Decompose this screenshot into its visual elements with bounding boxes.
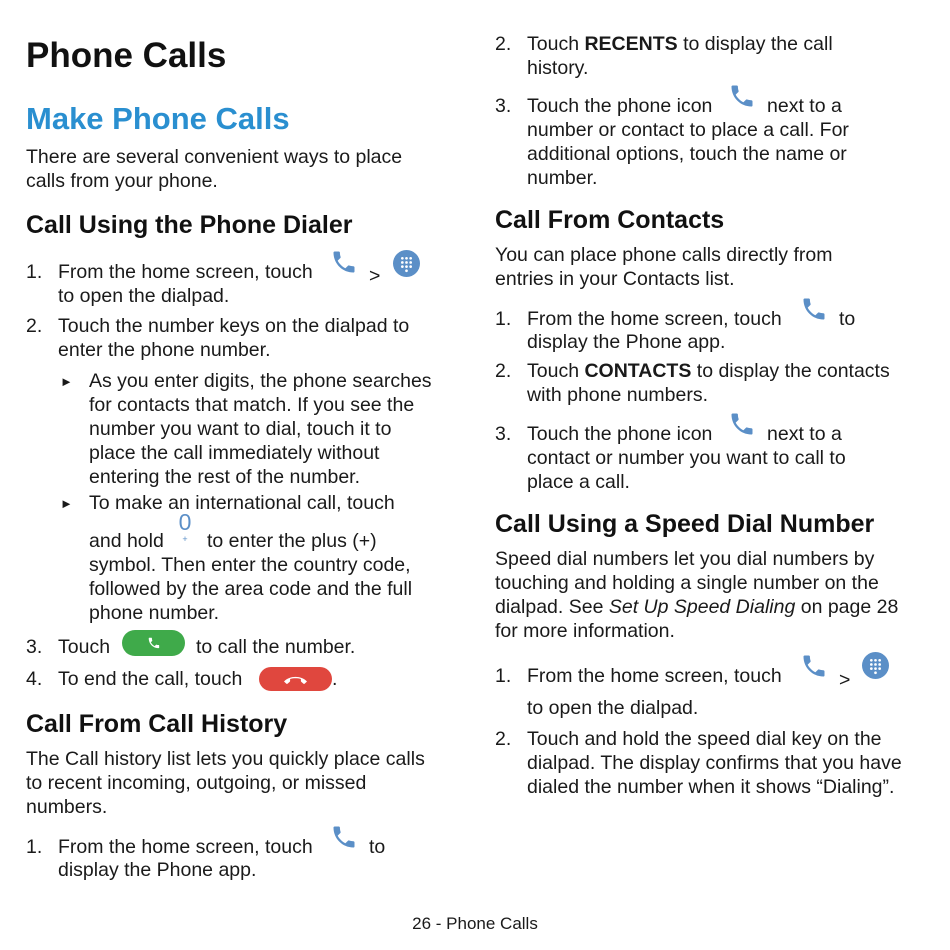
speed-dial-heading: Call Using a Speed Dial Number [495,510,875,538]
contacts-step-1-b: to [839,308,856,330]
arrow-separator: > [839,669,851,691]
contacts-step-2: Touch CONTACTS to display the contacts with phone numbers. [527,360,890,406]
end-call-button-icon [259,667,332,691]
step-number: 2. [495,360,512,382]
history-step-3-b: next to a [767,95,842,117]
phone-icon [728,82,756,110]
dialer-bullet-2-a: To make an international call, touch [89,492,395,514]
contacts-step-1-a: From the home screen, touch [527,308,782,330]
section-title: Make Phone Calls [26,101,290,136]
step-number: 2. [26,315,43,337]
contacts-step-3-a: Touch the phone icon [527,423,713,445]
step-number: 4. [26,668,43,690]
dialer-step-4-a: To end the call, touch [58,668,243,690]
step-number: 1. [26,261,43,283]
contacts-intro: You can place phone calls directly from entries in your Contacts list. [495,244,833,290]
arrow-separator: > [369,265,381,287]
dialer-step-3-b: to call the number. [196,636,356,658]
history-step-1-b: to [369,836,386,858]
step-number: 2. [495,33,512,55]
phone-icon [330,823,358,851]
speed-dial-step-1-b: to open the dialpad. [527,697,699,719]
contacts-step-3-c: contact or number you want to call to place a call. [527,447,846,493]
intro-text: There are several convenient ways to place calls from your phone. [26,146,403,192]
dialer-bullet-1: As you enter digits, the phone searches for contacts that match. If you see the number you want to dial, touch it to place the call immediately without entering the rest of the number. [89,370,432,488]
bullet-arrow-icon: ► [60,496,73,511]
dialer-bullet-2-b: and hold [89,530,164,552]
dialer-step-2: Touch the number keys on the dialpad to enter the phone number. [58,315,410,361]
phone-icon [728,410,756,438]
speed-dial-intro: Speed dial numbers let you dial numbers by touching and holding a single number on the dialpad. See Set Up Speed Dialing on page 28 for more information. [495,548,899,642]
dialer-step-3-a: Touch [58,636,111,658]
dialpad-icon [393,250,420,277]
speed-dial-step-1-a: From the home screen, touch [527,665,782,687]
phone-icon [800,652,828,680]
step-number: 1. [495,308,512,330]
step-number: 3. [26,636,43,658]
dialer-heading: Call Using the Phone Dialer [26,211,353,239]
step-number: 2. [495,728,512,750]
page-title: Phone Calls [26,36,227,75]
speed-dial-step-2: Touch and hold the speed dial key on the dialpad. The display confirms that you have dialed the number when it shows “Dialing”. [527,728,902,798]
dialer-step-1-text: From the home screen, touch [58,261,313,283]
history-step-1-a: From the home screen, touch [58,836,313,858]
bullet-arrow-icon: ► [60,374,73,389]
contacts-heading: Call From Contacts [495,206,725,234]
history-intro: The Call history list lets you quickly place calls to recent incoming, outgoing, or missed numbers. [26,748,425,818]
phone-icon [330,248,358,276]
contacts-step-3-b: next to a [767,423,842,445]
dialer-bullet-2-c: to enter the plus (+) symbol. Then enter the country code, followed by the area code and the full phone number. [89,530,413,624]
page-footer: 26 - Phone Calls [412,914,538,933]
step-number: 1. [26,836,43,858]
history-step-1-c: display the Phone app. [58,859,257,881]
dialpad-icon [862,652,889,679]
step-number: 1. [495,665,512,687]
step-number: 3. [495,95,512,117]
history-step-2: Touch RECENTS to display the call history. [527,33,833,79]
history-step-3-c: number or contact to place a call. For additional options, touch the name or number. [527,119,849,189]
dialer-step-1-cont: to open the dialpad. [58,285,230,307]
call-button-icon [122,630,185,656]
dialer-step-1 [58,260,448,284]
contacts-step-1-c: display the Phone app. [527,331,726,353]
step-number: 3. [495,423,512,445]
dialer-step-4-b: . [332,668,338,690]
speed-dial-link: Set Up Speed Dialing [608,596,796,618]
history-step-3-a: Touch the phone icon [527,95,713,117]
phone-icon [800,295,828,323]
zero-key-icon: 0 + [178,509,192,544]
history-heading: Call From Call History [26,710,288,738]
